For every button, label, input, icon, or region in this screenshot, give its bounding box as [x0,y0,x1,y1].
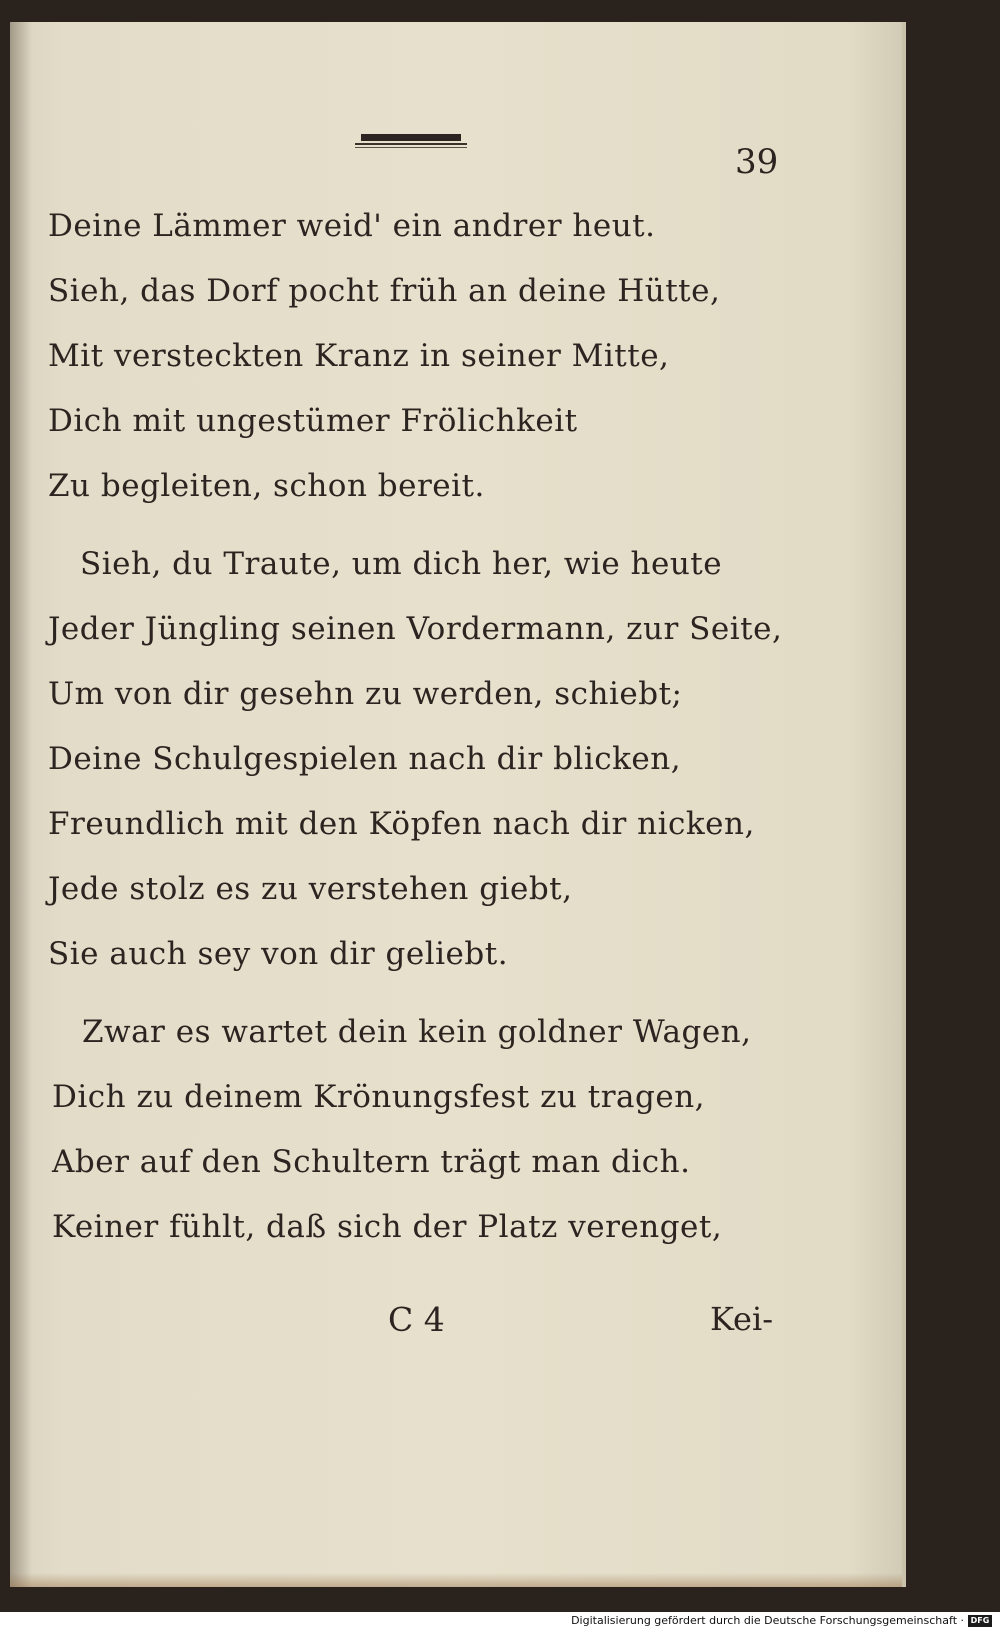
dfg-logo-icon: DFG [968,1615,992,1627]
text-line-12: Sie auch sey von dir geliebt. [48,936,509,972]
signature-mark: C 4 [388,1300,445,1339]
credit-text: Digitalisierung gefördert durch die Deutsche Forschungsgemeinschaft · [571,1614,964,1627]
text-line-16: Keiner fühlt, daß sich der Platz verenget, [52,1209,723,1245]
text-line-15: Aber auf den Schultern trägt man dich. [52,1144,691,1180]
text-line-5: Zu begleiten, schon bereit. [48,468,485,504]
text-line-6: Sieh, du Traute, um dich her, wie heute [80,546,723,582]
text-line-4: Dich mit ungestümer Frölichkeit [48,403,578,439]
text-line-2: Sieh, das Dorf pocht früh an deine Hütte, [48,273,721,309]
text-line-9: Deine Schulgespielen nach dir blicken, [48,741,682,777]
text-line-14: Dich zu deinem Krönungsfest zu tragen, [52,1079,706,1115]
text-line-1: Deine Lämmer weid' ein andrer heut. [48,208,656,244]
text-line-10: Freundlich mit den Köpfen nach dir nicken, [48,806,755,842]
book-page [10,22,906,1587]
text-line-7: Jeder Jüngling seinen Vordermann, zur Seite, [48,611,783,647]
text-line-3: Mit versteckten Kranz in seiner Mitte, [48,338,670,374]
digitization-credit [571,1612,992,1629]
text-line-8: Um von dir gesehn zu werden, schiebt; [48,676,683,712]
text-line-11: Jede stolz es zu verstehen giebt, [48,871,573,907]
poem-text [10,22,902,1587]
page-number: 39 [735,142,779,182]
catchword: Kei- [710,1300,774,1338]
text-line-13: Zwar es wartet dein kein goldner Wagen, [82,1014,752,1050]
